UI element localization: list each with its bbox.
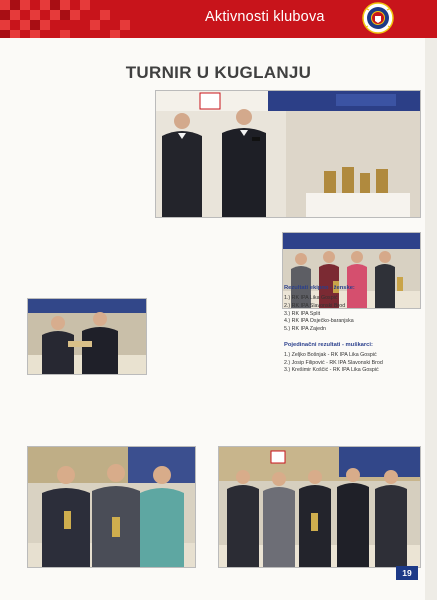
photo-mixed-group: [218, 446, 421, 568]
women-result-row: 4.) RK IPA Osječko-baranjska: [284, 318, 354, 325]
women-result-row: 2.) RK IPA Slavonski Brod: [284, 303, 346, 310]
section-title: Aktivnosti klubova: [205, 9, 325, 25]
page-edge: [425, 38, 437, 600]
photo-awards-handshake: [27, 298, 147, 375]
women-result-row: 1.) RK IPA Lika Gospić: [284, 295, 338, 302]
page-header: [0, 0, 437, 38]
women-results-heading: Rezultati ekipno - ženske:: [284, 285, 355, 291]
men-result-row: 2.) Josip Filipović - RK IPA Slavonski Brod: [284, 359, 383, 366]
women-result-row: 3.) RK IPA Split: [284, 310, 321, 317]
results-box: [284, 284, 424, 375]
article-title: TURNIR U KUGLANJU: [125, 63, 312, 82]
ipa-emblem-icon: [362, 2, 394, 34]
photo-speakers: [155, 90, 421, 218]
men-result-row: 3.) Krešimir Koščić - RK IPA Lika Gospić: [284, 367, 379, 374]
checkerboard-pattern: [0, 0, 150, 38]
women-result-row: 5.) RK IPA Zajedn: [284, 326, 327, 333]
photo-men-trophies: [27, 446, 196, 568]
men-result-row: 1.) Željko Bošnjak - RK IPA Lika Gospić: [284, 352, 377, 359]
men-results-heading: Pojedinačni rezultati - muškarci:: [284, 341, 373, 348]
page-number: 19: [396, 566, 418, 580]
